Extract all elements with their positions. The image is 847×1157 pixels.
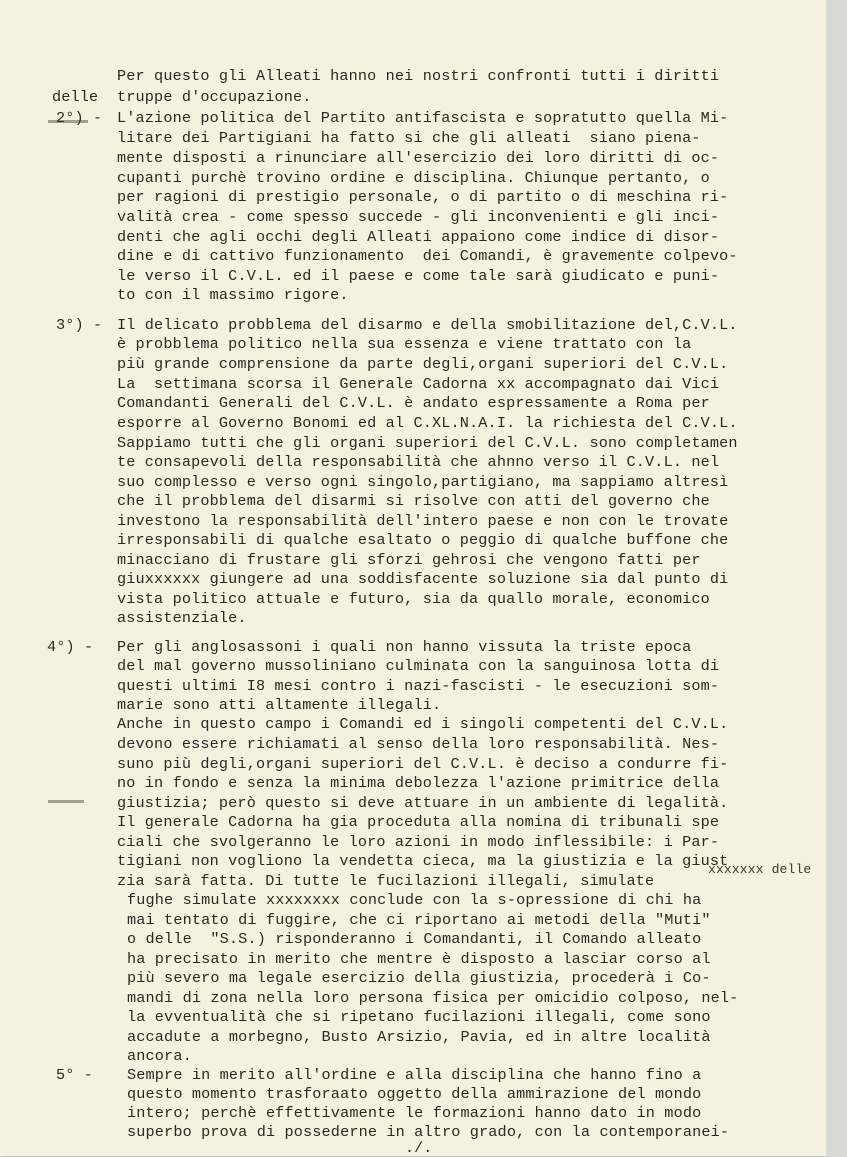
text-line: tigiani non vogliono la vendetta cieca, ma la giustizia e la giust (117, 852, 729, 870)
text-line: o delle "S.S.) risponderanno i Comandanti, il Comando alleato (127, 930, 702, 948)
paragraph-number: 4°) - (47, 638, 94, 656)
text-line: superbo prova di possederne in altro grado, con la contemporanei- (127, 1123, 730, 1141)
text-line: Anche in questo campo i Comandi ed i singoli competenti del C.V.L. (117, 715, 729, 733)
text-line: Sappiamo tutti che gli organi superiori del C.V.L. sono completamen (117, 434, 738, 452)
text-line: Comandanti Generali del C.V.L. è andato espressamente a Roma per (117, 394, 710, 412)
text-line: suno più degli,organi superiori del C.V.L. è deciso a condurre fi- (117, 755, 729, 773)
text-line: più grande comprensione da parte degli,organi superiori del C.V.L. (117, 355, 729, 373)
text-line: dine e di cattivo funzionamento dei Comandi, è gravemente colpevo- (117, 247, 738, 265)
text-line: ciali che svolgeranno le loro azioni in modo inflessibile: i Par- (117, 833, 720, 851)
text-line: fughe simulate xxxxxxxx conclude con la s-opressione di chi ha (127, 891, 702, 909)
text-line: intero; perchè effettivamente le formazioni hanno dato in modo (127, 1104, 702, 1122)
text-line: vista politico attuale e futuro, sia da quallo morale, economico (117, 590, 710, 608)
text-line: Per questo gli Alleati hanno nei nostri confronti tutti i diritti (117, 67, 720, 85)
text-line: del mal governo mussoliniano culminata con la sanguinosa lotta di (117, 657, 720, 675)
text-line: mandi di zona nella loro persona fisica per omicidio colposo, nel- (127, 989, 739, 1007)
text-line: più severo ma legale esercizio della giustizia, procederà i Co- (127, 969, 711, 987)
interlinear-insertion: xxxxxxx delle (708, 862, 812, 877)
text-line: La settimana scorsa il Generale Cadorna xx accompagnato dai Vici (117, 375, 720, 393)
text-line: irresponsabili di qualche esaltato o peggio di qualche buffone che (117, 531, 729, 549)
text-line: Il generale Cadorna ha gia proceduta alla nomina di tribunali spe (117, 813, 720, 831)
text-line: to con il massimo rigore. (117, 286, 349, 304)
text-line: litare dei Partigiani ha fatto si che gli alleati siano piena- (117, 129, 701, 147)
margin-word: delle (52, 88, 99, 106)
text-line: Sempre in merito all'ordine e alla disciplina che hanno fino a (127, 1066, 702, 1084)
text-line: denti che agli occhi degli Alleati appaiono come indice di disor- (117, 228, 720, 246)
text-line: L'azione politica del Partito antifascista e sopratutto quella Mi- (117, 109, 729, 127)
text-line: zia sarà fatta. Di tutte le fucilazioni illegali, simulate (117, 872, 655, 890)
text-line: per ragioni di prestigio personale, o di partito o di meschina ri- (117, 188, 729, 206)
text-line: Il delicato probblema del disarmo e della smobilitazione del,C.V.L. (117, 316, 738, 334)
text-line: suo complesso e verso ogni singolo,partigiano, ma sappiamo altresì (117, 473, 729, 491)
text-line: marie sono atti altamente illegali. (117, 696, 442, 714)
text-line: giuxxxxxx giungere ad una soddisfacente soluzione sia dal punto di (117, 570, 729, 588)
paragraph-number: 3°) - (56, 316, 103, 334)
text-line: mai tentato di fuggire, che ci riportano ai metodi della "Muti" (127, 911, 711, 929)
scanner-background (826, 0, 847, 1156)
text-line: la evventualità che si ripetano fucilazioni illegali, come sono (127, 1008, 711, 1026)
text-line: giustizia; però questo si deve attuare in un ambiente di legalità. (117, 794, 729, 812)
text-line: accadute a morbegno, Busto Arsizio, Pavia, ed in altre località (127, 1028, 711, 1046)
text-line: valità crea - come spesso succede - gli inconvenienti e gli inci- (117, 208, 720, 226)
text-line: esporre al Governo Bonomi ed al C.XL.N.A.I. la richiesta del C.V.L. (117, 414, 738, 432)
paragraph-number: 5° - (56, 1066, 94, 1084)
text-line: questi ultimi I8 mesi contro i nazi-fascisti - le esecuzioni som- (117, 677, 720, 695)
text-line: investono la responsabilità dell'intero paese e non con le trovate (117, 512, 729, 530)
paragraph-number: 2°) - (56, 109, 103, 127)
text-line: questo momento trasforaato oggetto della ammirazione del mondo (127, 1085, 702, 1103)
text-line: è probblema politico nella sua essenza e viene trattato con la (117, 335, 692, 353)
text-line: ancora. (127, 1047, 192, 1065)
text-line: devono essere richiamati al senso della loro responsabilità. Nes- (117, 735, 720, 753)
text-line: Per gli anglosassoni i quali non hanno vissuta la triste epoca (117, 638, 692, 656)
text-line: minacciano di frustare gli sforzi gehrosi che vengono fatti per (117, 551, 701, 569)
text-line: te consapevoli della responsabilità che ahnno verso il C.V.L. nel (117, 453, 720, 471)
text-line: no in fondo e senza la minima debolezza l'azione primitrice della (117, 774, 720, 792)
text-line: ha precisato in merito che mentre è disposto a lasciar corso al (127, 950, 711, 968)
margin-strike-mark (48, 800, 84, 803)
page-continuation-mark: ./. (405, 1140, 433, 1157)
text-line: cupanti purchè trovino ordine e disciplina. Chiunque pertanto, o (117, 169, 710, 187)
text-line: che il probblema del disarmi si risolve con atti del governo che (117, 492, 710, 510)
text-line: le verso il C.V.L. ed il paese e come tale sarà giudicato e puni- (117, 267, 720, 285)
margin-strike-mark (48, 120, 88, 123)
text-line: assistenziale. (117, 609, 247, 627)
text-line: truppe d'occupazione. (117, 88, 312, 106)
text-line: mente disposti a rinunciare all'esercizio dei loro diritti di oc- (117, 149, 720, 167)
